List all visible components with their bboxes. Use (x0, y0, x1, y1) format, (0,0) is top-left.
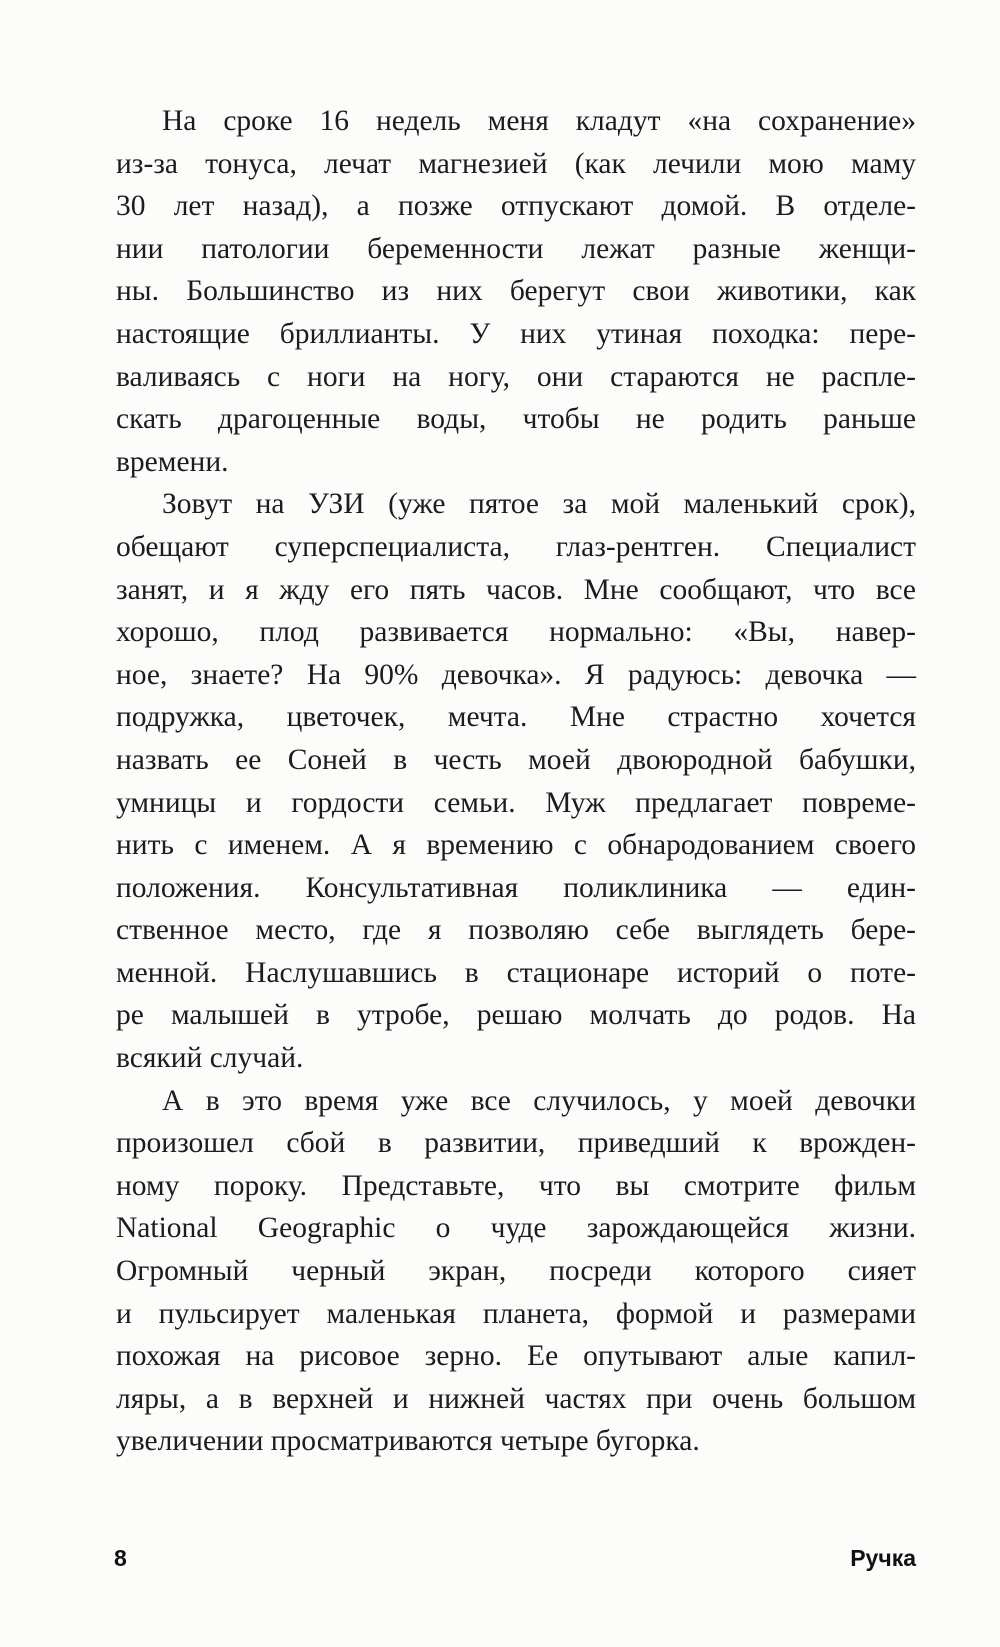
text-line: 30 лет назад), а позже отпускают домой. В отделе- (116, 190, 916, 223)
text-line: настоящие бриллианты. У них утиная походка: пере- (116, 317, 916, 350)
text-line: А в это время уже все случилось, у моей девочки (162, 1084, 916, 1117)
text-line: Огромный черный экран, посреди которого сияет (116, 1255, 916, 1288)
text-line: валиваясь с ноги на ногу, они стараются не распле- (116, 360, 916, 393)
text-line: ны. Большинство из них берегут свои животики, как (116, 275, 916, 308)
text-line: подружка, цветочек, мечта. Мне страстно хочется (116, 701, 916, 734)
text-line: National Geographic о чуде зарождающейся жизни. (116, 1212, 916, 1245)
text-line: назвать ее Соней в честь моей двоюродной бабушки, (116, 743, 916, 776)
paragraph-2 (116, 483, 916, 1079)
text-line: скать драгоценные воды, чтобы не родить раньше (116, 403, 916, 436)
text-line: положения. Консультативная поликлиника — един- (116, 871, 916, 904)
text-line: ре малышей в утробе, решаю молчать до родов. На (116, 999, 916, 1032)
text-line: увеличении просматриваются четыре бугорка. (116, 1425, 700, 1458)
text-line: ное, знаете? На 90% девочка». Я радуюсь: девочка — (116, 658, 916, 691)
text-line: занят, и я жду его пять часов. Мне сообщают, что все (116, 573, 916, 606)
text-line: На сроке 16 недель меня кладут «на сохранение» (162, 105, 916, 137)
text-line: менной. Наслушавшись в стационаре историй о поте- (116, 956, 916, 989)
text-line: из-за тонуса, лечат магнезией (как лечили мою маму (116, 147, 916, 180)
paragraph-3 (116, 1080, 916, 1463)
text-line: умницы и гордости семьи. Муж предлагает повреме- (116, 786, 916, 819)
text-line: Зовут на УЗИ (уже пятое за мой маленький срок), (162, 488, 916, 521)
text-line: ному пороку. Представьте, что вы смотрите фильм (116, 1169, 916, 1202)
text-line: произошел сбой в развитии, приведший к врожден- (116, 1127, 916, 1160)
text-line: ственное место, где я позволяю себе выглядеть бере- (116, 914, 916, 947)
text-line: времени. (116, 445, 229, 478)
text-line: обещают суперспециалиста, глаз-рентген. Специалист (116, 530, 916, 563)
text-line: и пульсирует маленькая планета, формой и размерами (116, 1297, 916, 1330)
paragraph-1 (116, 100, 916, 483)
text-line: похожая на рисовое зерно. Ее опутывают алые капил- (116, 1340, 916, 1373)
text-line: нить с именем. А я времению с обнародованием своего (116, 829, 916, 862)
text-line: ляры, а в верхней и нижней частях при очень большом (116, 1382, 916, 1415)
text-line: всякий случай. (116, 1042, 304, 1075)
page-number: 8 (114, 1545, 127, 1571)
body-text (116, 100, 916, 1463)
text-line: нии патологии беременности лежат разные женщи- (116, 232, 916, 265)
running-title: Ручка (850, 1545, 916, 1571)
text-line: хорошо, плод развивается нормально: «Вы, навер- (116, 616, 916, 649)
